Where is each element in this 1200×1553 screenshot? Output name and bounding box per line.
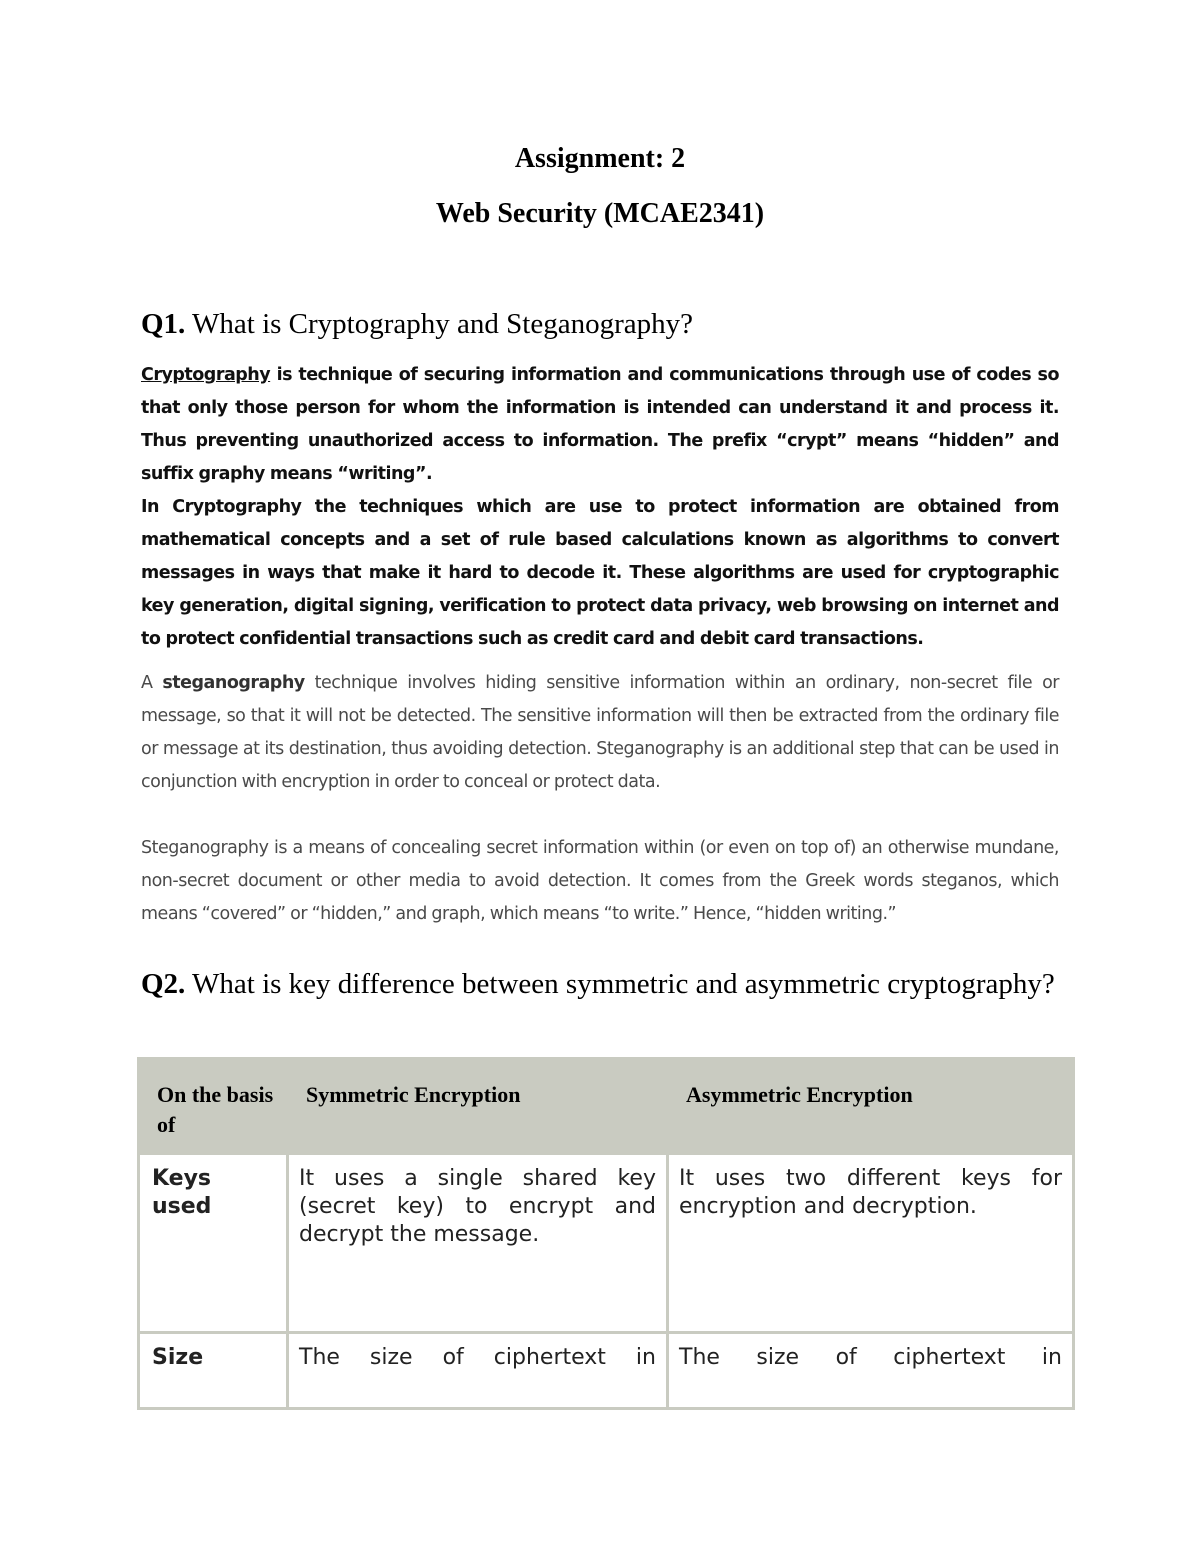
question-2-label: Q2. xyxy=(141,968,186,1000)
question-1-label: Q1. xyxy=(141,308,186,340)
steganography-paragraph-1-text: technique involves hiding sensitive information within an ordinary, non-secret file or message, so that it will not be detected. The sensitive information will then be extracted from the ordinary file or message at its destination, thus avoiding detection. Steganography is an additional step that can be used in conjunction with encryption in order to conceal or protect data. xyxy=(141,673,1059,792)
table-row xyxy=(139,1333,1074,1409)
steganography-term: steganography xyxy=(162,673,305,693)
header-asymmetric: Asymmetric Encryption xyxy=(668,1059,1074,1154)
cryptography-paragraph-1 xyxy=(141,359,1059,491)
steganography-paragraph-1 xyxy=(141,667,1059,799)
row-asymmetric-size: The size of ciphertext in xyxy=(668,1333,1074,1409)
row-basis-size: Size xyxy=(139,1333,288,1409)
row-asymmetric-keys-used: It uses two different keys for encryption and decryption. xyxy=(668,1154,1074,1333)
row-symmetric-size: The size of ciphertext in xyxy=(288,1333,668,1409)
cryptography-paragraph-1-text: is technique of securing information and communications through use of codes so that only those person for whom the information is intended can understand it and process it. Thus preventing unauthorized access to information. The prefix “crypt” means “hidden” and suffix graphy means “writing”. xyxy=(141,365,1059,484)
assignment-title: Assignment: 2 xyxy=(514,143,686,174)
question-2-text: What is key difference between symmetric and asymmetric cryptography? xyxy=(185,968,1055,1000)
course-subtitle: Web Security (MCAE2341) xyxy=(435,198,765,229)
question-2-heading xyxy=(141,965,1057,1003)
cryptography-term: Cryptography xyxy=(141,365,271,385)
row-basis-keys-used: Keys used xyxy=(139,1154,288,1333)
steganography-paragraph-2: Steganography is a means of concealing secret information within (or even on top of) an otherwise mundane, non-secret document or other media to avoid detection. It comes from the Greek words steganos, which means “covered” or “hidden,” and graph, which means “to write.” Hence, “hidden writing.” xyxy=(141,838,1059,924)
table-row xyxy=(139,1154,1074,1333)
row-symmetric-keys-used: It uses a single shared key (secret key) to encrypt and decrypt the message. xyxy=(288,1154,668,1333)
comparison-table xyxy=(137,1057,1075,1410)
header-basis: On the basis of xyxy=(139,1059,288,1154)
question-1-heading xyxy=(141,305,1057,343)
question-1-text: What is Cryptography and Steganography? xyxy=(185,308,693,340)
header-symmetric: Symmetric Encryption xyxy=(288,1059,668,1154)
steganography-prefix: A xyxy=(141,673,163,693)
cryptography-paragraph-2: In Cryptography the techniques which are use to protect information are obtained from mathematical concepts and a set of rule based calculations known as algorithms to convert messages in ways that make it hard to decode it. These algorithms are used for cryptographic key generation, digital signing, verification to protect data privacy, web browsing on internet and to protect confidential transactions such as credit card and debit card transactions. xyxy=(141,497,1059,649)
table-header-row xyxy=(139,1059,1074,1154)
